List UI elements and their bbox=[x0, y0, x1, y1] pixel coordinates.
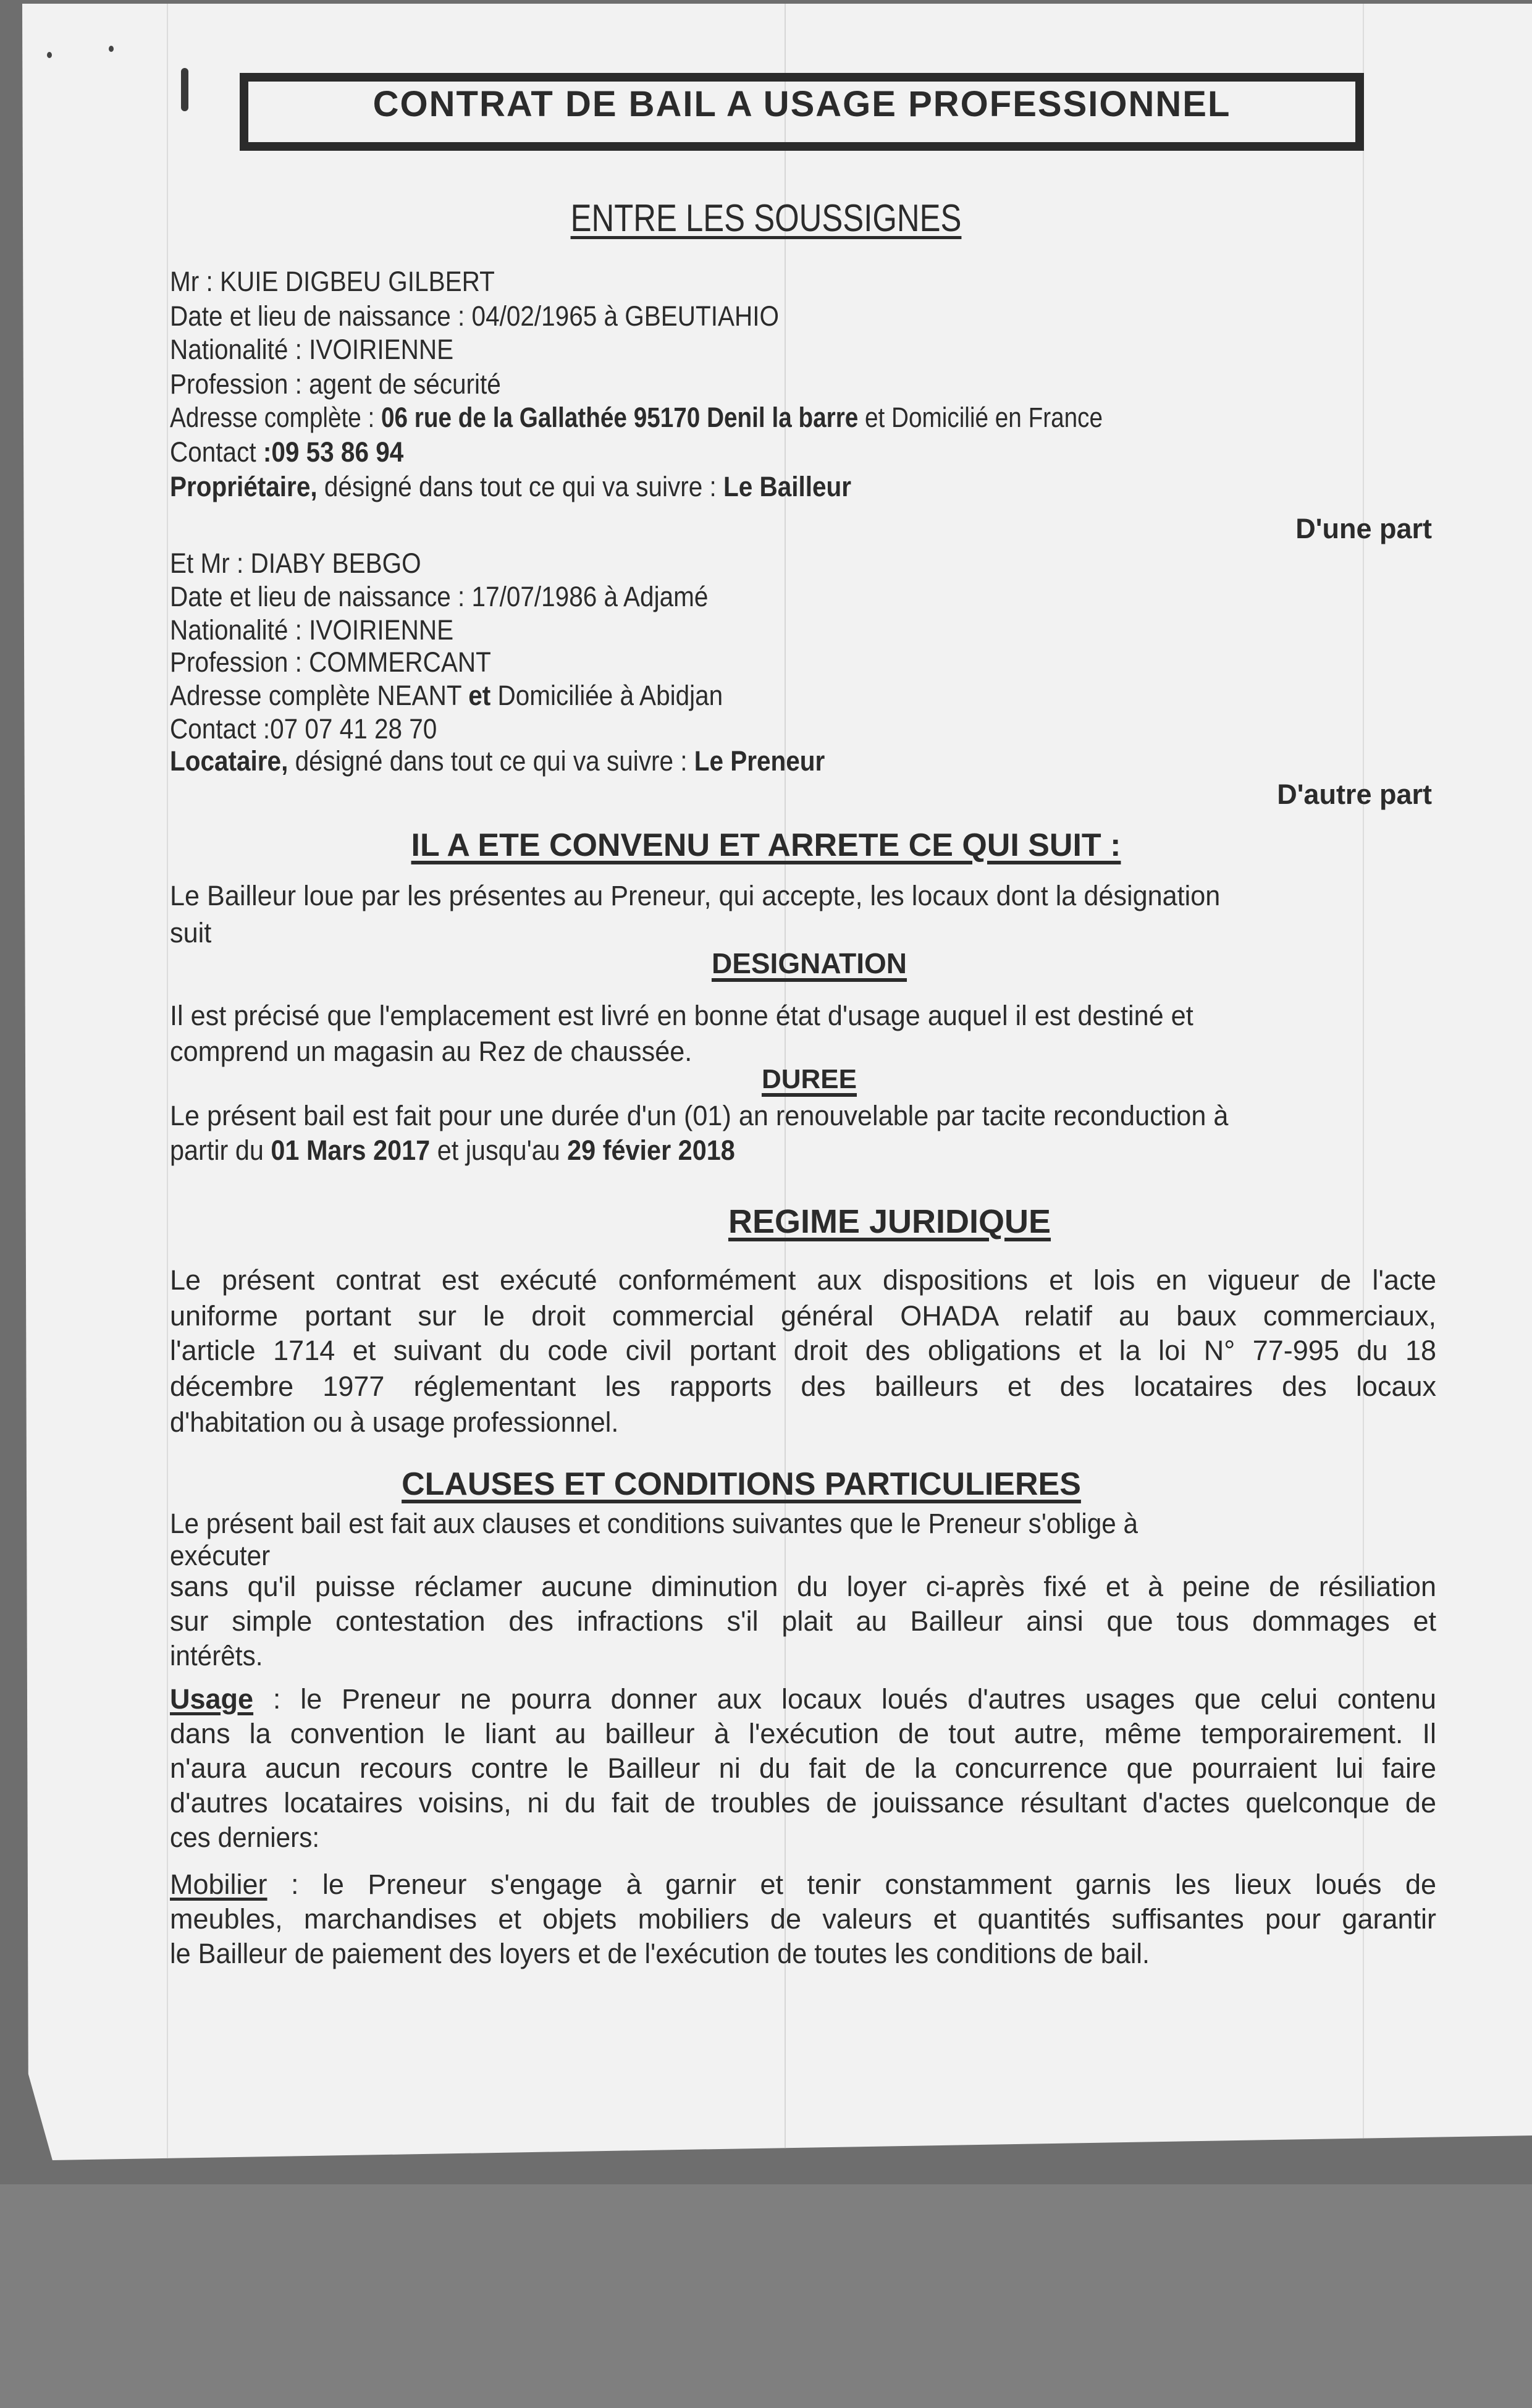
regime-line: d'habitation ou à usage professionnel. bbox=[170, 1406, 619, 1438]
usage-clause-line: d'autres locataires voisins, ni du fait de troubles de jouissance résultant d'actes quelconque de bbox=[170, 1787, 1436, 1819]
usage-label: Usage bbox=[170, 1683, 254, 1715]
lessee-profession: Profession : COMMERCANT bbox=[170, 646, 491, 678]
second-party-label: D'autre part bbox=[1277, 779, 1432, 810]
usage-clause-line: dans la convention le liant au bailleur à l'exécution de tout autre, même temporairement. Il bbox=[170, 1718, 1436, 1749]
regime-line: Le présent contrat est exécuté conformément aux dispositions et lois en vigueur de l'acte bbox=[170, 1264, 1436, 1296]
designation-heading: DESIGNATION bbox=[711, 947, 907, 979]
usage-clause-line: Usage : le Preneur ne pourra donner aux locaux loués d'autres usages que celui contenu bbox=[170, 1683, 1436, 1715]
document-title: CONTRAT DE BAIL A USAGE PROFESSIONNEL bbox=[372, 83, 1231, 124]
lessee-name: Et Mr : DIABY BEBGO bbox=[170, 547, 421, 579]
lessor-role: Propriétaire, désigné dans tout ce qui va suivre : Le Bailleur bbox=[170, 471, 852, 502]
duree-line: Le présent bail est fait pour une durée d'un (01) an renouvelable par tacite reconduction à bbox=[170, 1100, 1229, 1131]
clauses-intro-line: Le présent bail est fait aux clauses et conditions suivantes que le Preneur s'oblige à bbox=[170, 1508, 1138, 1539]
lessee-contact: Contact :07 07 41 28 70 bbox=[170, 713, 437, 745]
document-title-box bbox=[240, 73, 1364, 151]
designation-line: comprend un magasin au Rez de chaussée. bbox=[170, 1036, 692, 1067]
regime-line: l'article 1714 et suivant du code civil portant droit des obligations et la loi N° 77-995 du 18 bbox=[170, 1335, 1436, 1366]
usage-clause-line: ces derniers: bbox=[170, 1822, 320, 1853]
lessor-birth: Date et lieu de naissance : 04/02/1965 à GBEUTIAHIO bbox=[170, 300, 780, 332]
lessor-name: Mr : KUIE DIGBEU GILBERT bbox=[170, 266, 495, 297]
agreement-heading: IL A ETE CONVENU ET ARRETE CE QUI SUIT : bbox=[411, 827, 1121, 863]
usage-clause-line: n'aura aucun recours contre le Bailleur ni du fait de la concurrence que pourraient lui faire bbox=[170, 1752, 1436, 1784]
mobilier-clause-line: meubles, marchandises et objets mobiliers de valeurs et quantités suffisantes pour garantir bbox=[170, 1903, 1436, 1935]
clauses-intro-line: sans qu'il puisse réclamer aucune diminution du loyer ci-après fixé et à peine de résiliation bbox=[170, 1571, 1436, 1602]
start-date: 01 Mars 2017 bbox=[271, 1134, 431, 1166]
lessor-address: Adresse complète : 06 rue de la Gallathée 95170 Denil la barre et Domicilié en France bbox=[170, 402, 1103, 433]
clauses-intro-line: intérêts. bbox=[170, 1640, 263, 1671]
regime-line: décembre 1977 réglementant les rapports des bailleurs et des locataires des locaux bbox=[170, 1371, 1436, 1402]
duree-heading: DUREE bbox=[761, 1064, 857, 1094]
end-date: 29 févier 2018 bbox=[567, 1134, 735, 1166]
regime-heading: REGIME JURIDIQUE bbox=[728, 1203, 1051, 1240]
lessee-address: Adresse complète NEANT et Domiciliée à Abidjan bbox=[170, 680, 723, 711]
first-party-label: D'une part bbox=[1295, 513, 1432, 544]
agreement-text-line: suit bbox=[170, 917, 212, 948]
mobilier-label: Mobilier bbox=[170, 1869, 267, 1900]
punch-hole-mark bbox=[47, 52, 52, 58]
lessee-nationality: Nationalité : IVOIRIENNE bbox=[170, 614, 454, 646]
lessee-birth: Date et lieu de naissance : 17/07/1986 à Adjamé bbox=[170, 581, 709, 612]
mobilier-clause-line: Mobilier : le Preneur s'engage à garnir et tenir constamment garnis les lieux loués de bbox=[170, 1869, 1436, 1900]
agreement-text-line: Le Bailleur loue par les présentes au Preneur, qui accepte, les locaux dont la désignation bbox=[170, 880, 1221, 911]
ink-smudge bbox=[181, 68, 188, 111]
lessor-contact: Contact :09 53 86 94 bbox=[170, 436, 404, 468]
parties-heading: ENTRE LES SOUSSIGNES bbox=[570, 197, 962, 240]
clauses-intro-line: exécuter bbox=[170, 1540, 271, 1571]
punch-hole-mark bbox=[109, 46, 114, 52]
designation-line: Il est précisé que l'emplacement est livré en bonne état d'usage auquel il est destiné et bbox=[170, 1000, 1193, 1031]
clauses-heading: CLAUSES ET CONDITIONS PARTICULIERES bbox=[402, 1466, 1081, 1502]
lessor-profession: Profession : agent de sécurité bbox=[170, 368, 501, 400]
clauses-intro-line: sur simple contestation des infractions s'il plait au Bailleur ainsi que tous dommages et bbox=[170, 1605, 1436, 1637]
lessor-address-value: 06 rue de la Gallathée 95170 Denil la barre bbox=[381, 402, 859, 433]
duree-dates: partir du 01 Mars 2017 et jusqu'au 29 févier 2018 bbox=[170, 1134, 735, 1166]
lessor-nationality: Nationalité : IVOIRIENNE bbox=[170, 334, 454, 365]
lessee-role: Locataire, désigné dans tout ce qui va suivre : Le Preneur bbox=[170, 745, 825, 777]
mobilier-clause-line: le Bailleur de paiement des loyers et de l'exécution de toutes les conditions de bail. bbox=[170, 1938, 1150, 1969]
regime-line: uniforme portant sur le droit commercial général OHADA relatif au baux commerciaux, bbox=[170, 1300, 1436, 1332]
